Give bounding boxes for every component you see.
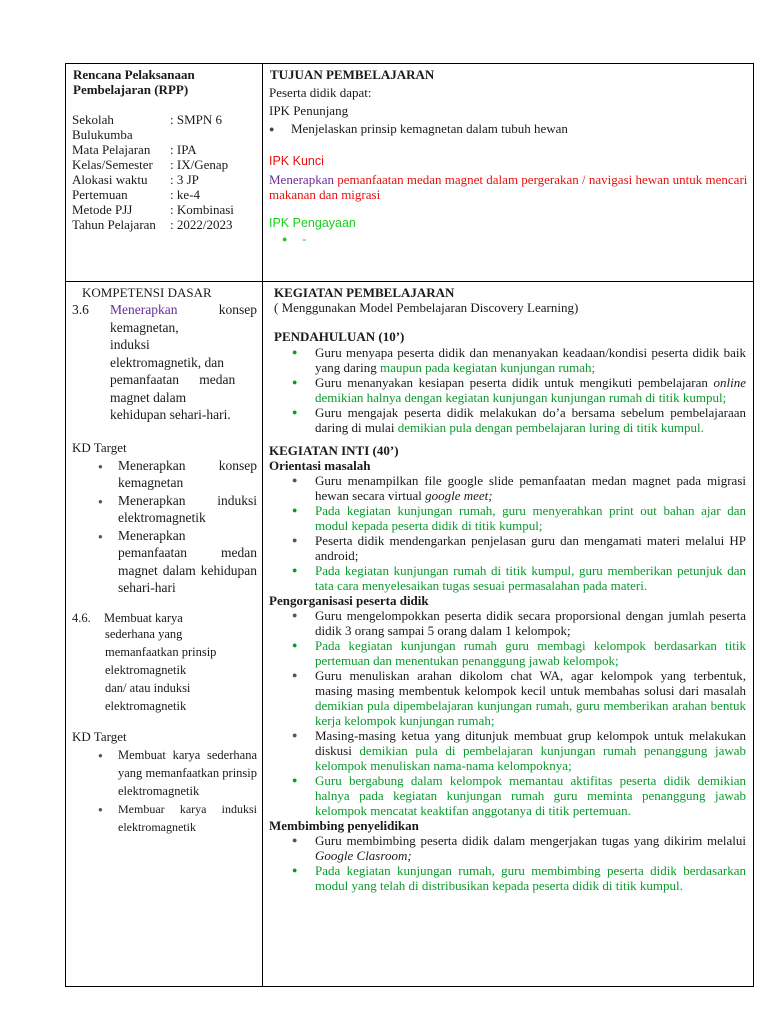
kd36-target-list [72, 457, 261, 597]
membimbing-heading: Membimbing penyelidikan [269, 818, 419, 833]
activity-item [269, 773, 746, 818]
pendahuluan-item [269, 345, 746, 375]
item-green-text: demikian pula dipembelajaran kunjungan rumah, guru memberikan arahan bentuk kerja kelompok kunjungan rumah; [315, 698, 746, 728]
kompetensi-cell [66, 282, 263, 987]
info-value: : IPA [170, 142, 197, 157]
orientasi-list [269, 473, 746, 593]
kd46-line: memanfaatkan prinsip [105, 644, 217, 659]
kompetensi-heading: KOMPETENSI DASAR [82, 285, 212, 300]
kd46-target-item: ● Membuar karya induksi elektromagnetik [72, 800, 257, 836]
info-row [72, 142, 257, 157]
info-key: Metode PJJ [72, 202, 133, 217]
info-row-sekolah [72, 112, 257, 127]
activity-item [269, 668, 746, 728]
activity-item [269, 533, 746, 563]
pengorganisasi-list [269, 608, 746, 818]
kd46-lines [72, 625, 257, 715]
activity-item [269, 563, 746, 593]
kunci-rest: pemanfaatan medan magnet dalam pergerakan / navigasi hewan untuk mencari makanan dan migrasi [269, 172, 748, 202]
info-key: Tahun Pelajaran [72, 217, 156, 232]
kd36-line: pemanfaatan medan [110, 372, 236, 387]
info-key: Sekolah [72, 112, 114, 127]
activity-item [269, 638, 746, 668]
activity-item [269, 863, 746, 893]
info-value: : IX/Genap [170, 157, 229, 172]
inti-heading: KEGIATAN INTI (40’) [269, 443, 399, 458]
item-text: Guru mengajak peserta didik melakukan do’a bersama sebelum pembelajaraan daring di mulai [315, 405, 746, 435]
info-key: Pertemuan [72, 187, 128, 202]
info-row [72, 172, 257, 187]
info-value: : Kombinasi [170, 202, 234, 217]
info-row [72, 202, 257, 217]
kd46-line: dan/ atau induksi [105, 680, 191, 695]
item-green-text: demikian pula dengan pembelajaran luring di titik kumpul. [397, 420, 704, 435]
kd36-line: kemagnetan, [110, 319, 179, 335]
pengayaan-item [269, 231, 748, 246]
item-italic: google meet; [425, 488, 493, 503]
kd36-line: induksi [110, 337, 150, 352]
activity-item [269, 833, 746, 863]
item-text: Guru bergabung dalam kelompok memantau aktifitas peserta didik demikian halnya pada kegiatan kunjungan rumah guru meminta penanggung jawab kelompok mencatat keaktifan anggotanya di titik pertemuan. [315, 773, 746, 818]
kd36-first-rest: konsep [218, 302, 257, 317]
info-row [72, 217, 257, 232]
kd36-line: magnet dalam [110, 389, 187, 405]
pendahuluan-item [269, 405, 746, 435]
ipk-pengayaan-label: IPK Pengayaan [269, 216, 356, 230]
item-text: Masing-masing ketua yang ditunjuk membuat grup kelompok untuk melakukan diskusi [315, 728, 746, 758]
kd46-line: elektromagnetik [105, 662, 187, 677]
kd36-target-item: ● Menerapkan induksi elektromagnetik [72, 492, 257, 527]
bullet-icon: ● [269, 124, 275, 134]
info-value: : SMPN 6 [170, 112, 223, 127]
kd36-first-line [72, 301, 257, 319]
membimbing-list [269, 833, 746, 893]
kunci-verb: Menerapkan [269, 172, 334, 187]
orientasi-heading: Orientasi masalah [269, 458, 371, 473]
item-text: Guru mengelompokkan peserta didik secara proporsional dengan jumlah peserta didik 3 orang sampai 5 orang dalam 1 kelompok; [315, 608, 746, 638]
kd36-target-item: ● Menerapkan pemanfaatan medan magnet dalam kehidupan sehari-hari [72, 527, 257, 597]
kd36-block [72, 301, 257, 424]
info-value: : 3 JP [170, 172, 199, 187]
kd36-number: 3.6 [72, 302, 89, 317]
item-italic: Google Clasroom; [315, 848, 412, 863]
penunjang-text: Menjelaskan prinsip kemagnetan dalam tubuh hewan [291, 121, 568, 136]
pendahuluan-heading: PENDAHULUAN (10’) [274, 329, 405, 344]
kegiatan-heading: KEGIATAN PEMBELAJARAN [274, 285, 455, 300]
item-text: Guru membimbing peserta didik dalam mengerjakan tugas yang dikirim melalui [315, 833, 746, 848]
kd46-line: elektromagnetik [105, 698, 187, 713]
kd46-line: sederhana yang [105, 626, 183, 641]
pendahuluan-item [269, 375, 746, 405]
bullet-icon: ● [282, 234, 288, 244]
info-row [72, 157, 257, 172]
ipk-kunci-text [269, 172, 748, 202]
kegiatan-model: ( Menggunakan Model Pembelajaran Discovery Learning) [274, 300, 579, 315]
item-italic: online [713, 375, 746, 390]
activity-item [269, 473, 746, 503]
info-value: : 2022/2023 [170, 217, 233, 232]
info-key: Alokasi waktu [72, 172, 148, 187]
activity-item [269, 608, 746, 638]
item-text: Guru menyapa peserta didik dan menanyakan keadaan/kondisi peserta didik baik yang daring [315, 345, 746, 375]
item-text: Guru menanyakan kesiapan peserta didik untuk mengikuti pembelajaran [315, 375, 714, 390]
info-value-cont: Bulukumba [72, 127, 133, 142]
item-green-text: maupun pada kegiatan kunjungan rumah; [379, 360, 596, 375]
activity-item [269, 503, 746, 533]
kd36-verb: Menerapkan [110, 302, 178, 317]
kd46-target-list [72, 746, 257, 836]
item-green-text: demikian halnya dengan kegiatan kunjungan kunjungan rumah di titik kumpul; [315, 390, 727, 405]
kd46-target-item: ● Membuat karya sederhana yang memanfaatkan prinsip elektromagnetik [72, 746, 257, 800]
item-text: Pada kegiatan kunjungan rumah guru membagi kelompok berdasarkan titik pertemuan dan menentukan penanggung jawab kelompok; [315, 638, 746, 668]
tujuan-cell [263, 64, 754, 282]
rpp-table [65, 63, 754, 987]
item-text: Pada kegiatan kunjungan rumah, guru membimbing peserta didik berdasarkan modul yang telah di distribusikan kepada peserta didik di titik kumpul. [315, 863, 746, 893]
kd36-line: kehidupan sehari-hari. [110, 407, 231, 422]
kd46-number: 4.6. [72, 610, 91, 625]
kd36-lines [72, 319, 257, 424]
activity-item [269, 728, 746, 773]
item-text: Guru menampilkan file google slide pemanfaatan medan magnet pada migrasi hewan secara virtual [315, 473, 746, 503]
kegiatan-cell [263, 282, 754, 987]
kd46-block [72, 611, 257, 715]
item-text: Guru menuliskan arahan dikolom chat WA, agar kelompok yang terbentuk, masing masing membentuk kelompok kecil untuk membahas solusi dari masalah [315, 668, 746, 698]
kd46-first: Membuat karya [104, 610, 183, 625]
tujuan-heading: TUJUAN PEMBELAJARAN [270, 67, 435, 82]
item-text: Pada kegiatan kunjungan rumah di titik kumpul, guru memberikan petunjuk dan tata cara menyelesaikan tugas sesuai permasalahan pada materi. [315, 563, 746, 593]
info-rows [72, 142, 257, 232]
kd-target-label-2: KD Target [72, 728, 127, 744]
ipk-kunci-label: IPK Kunci [269, 154, 324, 168]
kd36-target-item: ● Menerapkan konsep kemagnetan [72, 457, 257, 492]
rpp-title: Rencana Pelaksanaan Pembelajaran (RPP) [73, 67, 195, 97]
item-text: Peserta didik mendengarkan penjelasan guru dan mengamati materi melalui HP android; [315, 533, 746, 563]
item-green-text: demikian pula di pembelajaran kunjungan rumah penanggung jawab kelompok menuliskan nama-nama kelompoknya; [315, 743, 746, 773]
pengorganisasi-heading: Pengorganisasi peserta didik [269, 593, 429, 608]
info-key: Kelas/Semester [72, 157, 153, 172]
kd46-first-line [72, 611, 257, 625]
ipk-penunjang-label: IPK Penunjang [269, 103, 349, 118]
info-value: : ke-4 [170, 187, 200, 202]
kd-target-label: KD Target [72, 439, 127, 455]
tujuan-intro: Peserta didik dapat: [269, 85, 372, 100]
info-row [72, 187, 257, 202]
rpp-info-cell [66, 64, 263, 282]
info-key: Mata Pelajaran [72, 142, 151, 157]
pendahuluan-list [269, 345, 746, 435]
kd36-line: elektromagnetik, dan [110, 354, 224, 370]
item-text: Pada kegiatan kunjungan rumah, guru menyerahkan print out bahan ajar dan modul kepada peserta didik di titik kumpul; [315, 503, 746, 533]
pengayaan-text: - [302, 231, 307, 246]
penunjang-item [269, 121, 748, 136]
